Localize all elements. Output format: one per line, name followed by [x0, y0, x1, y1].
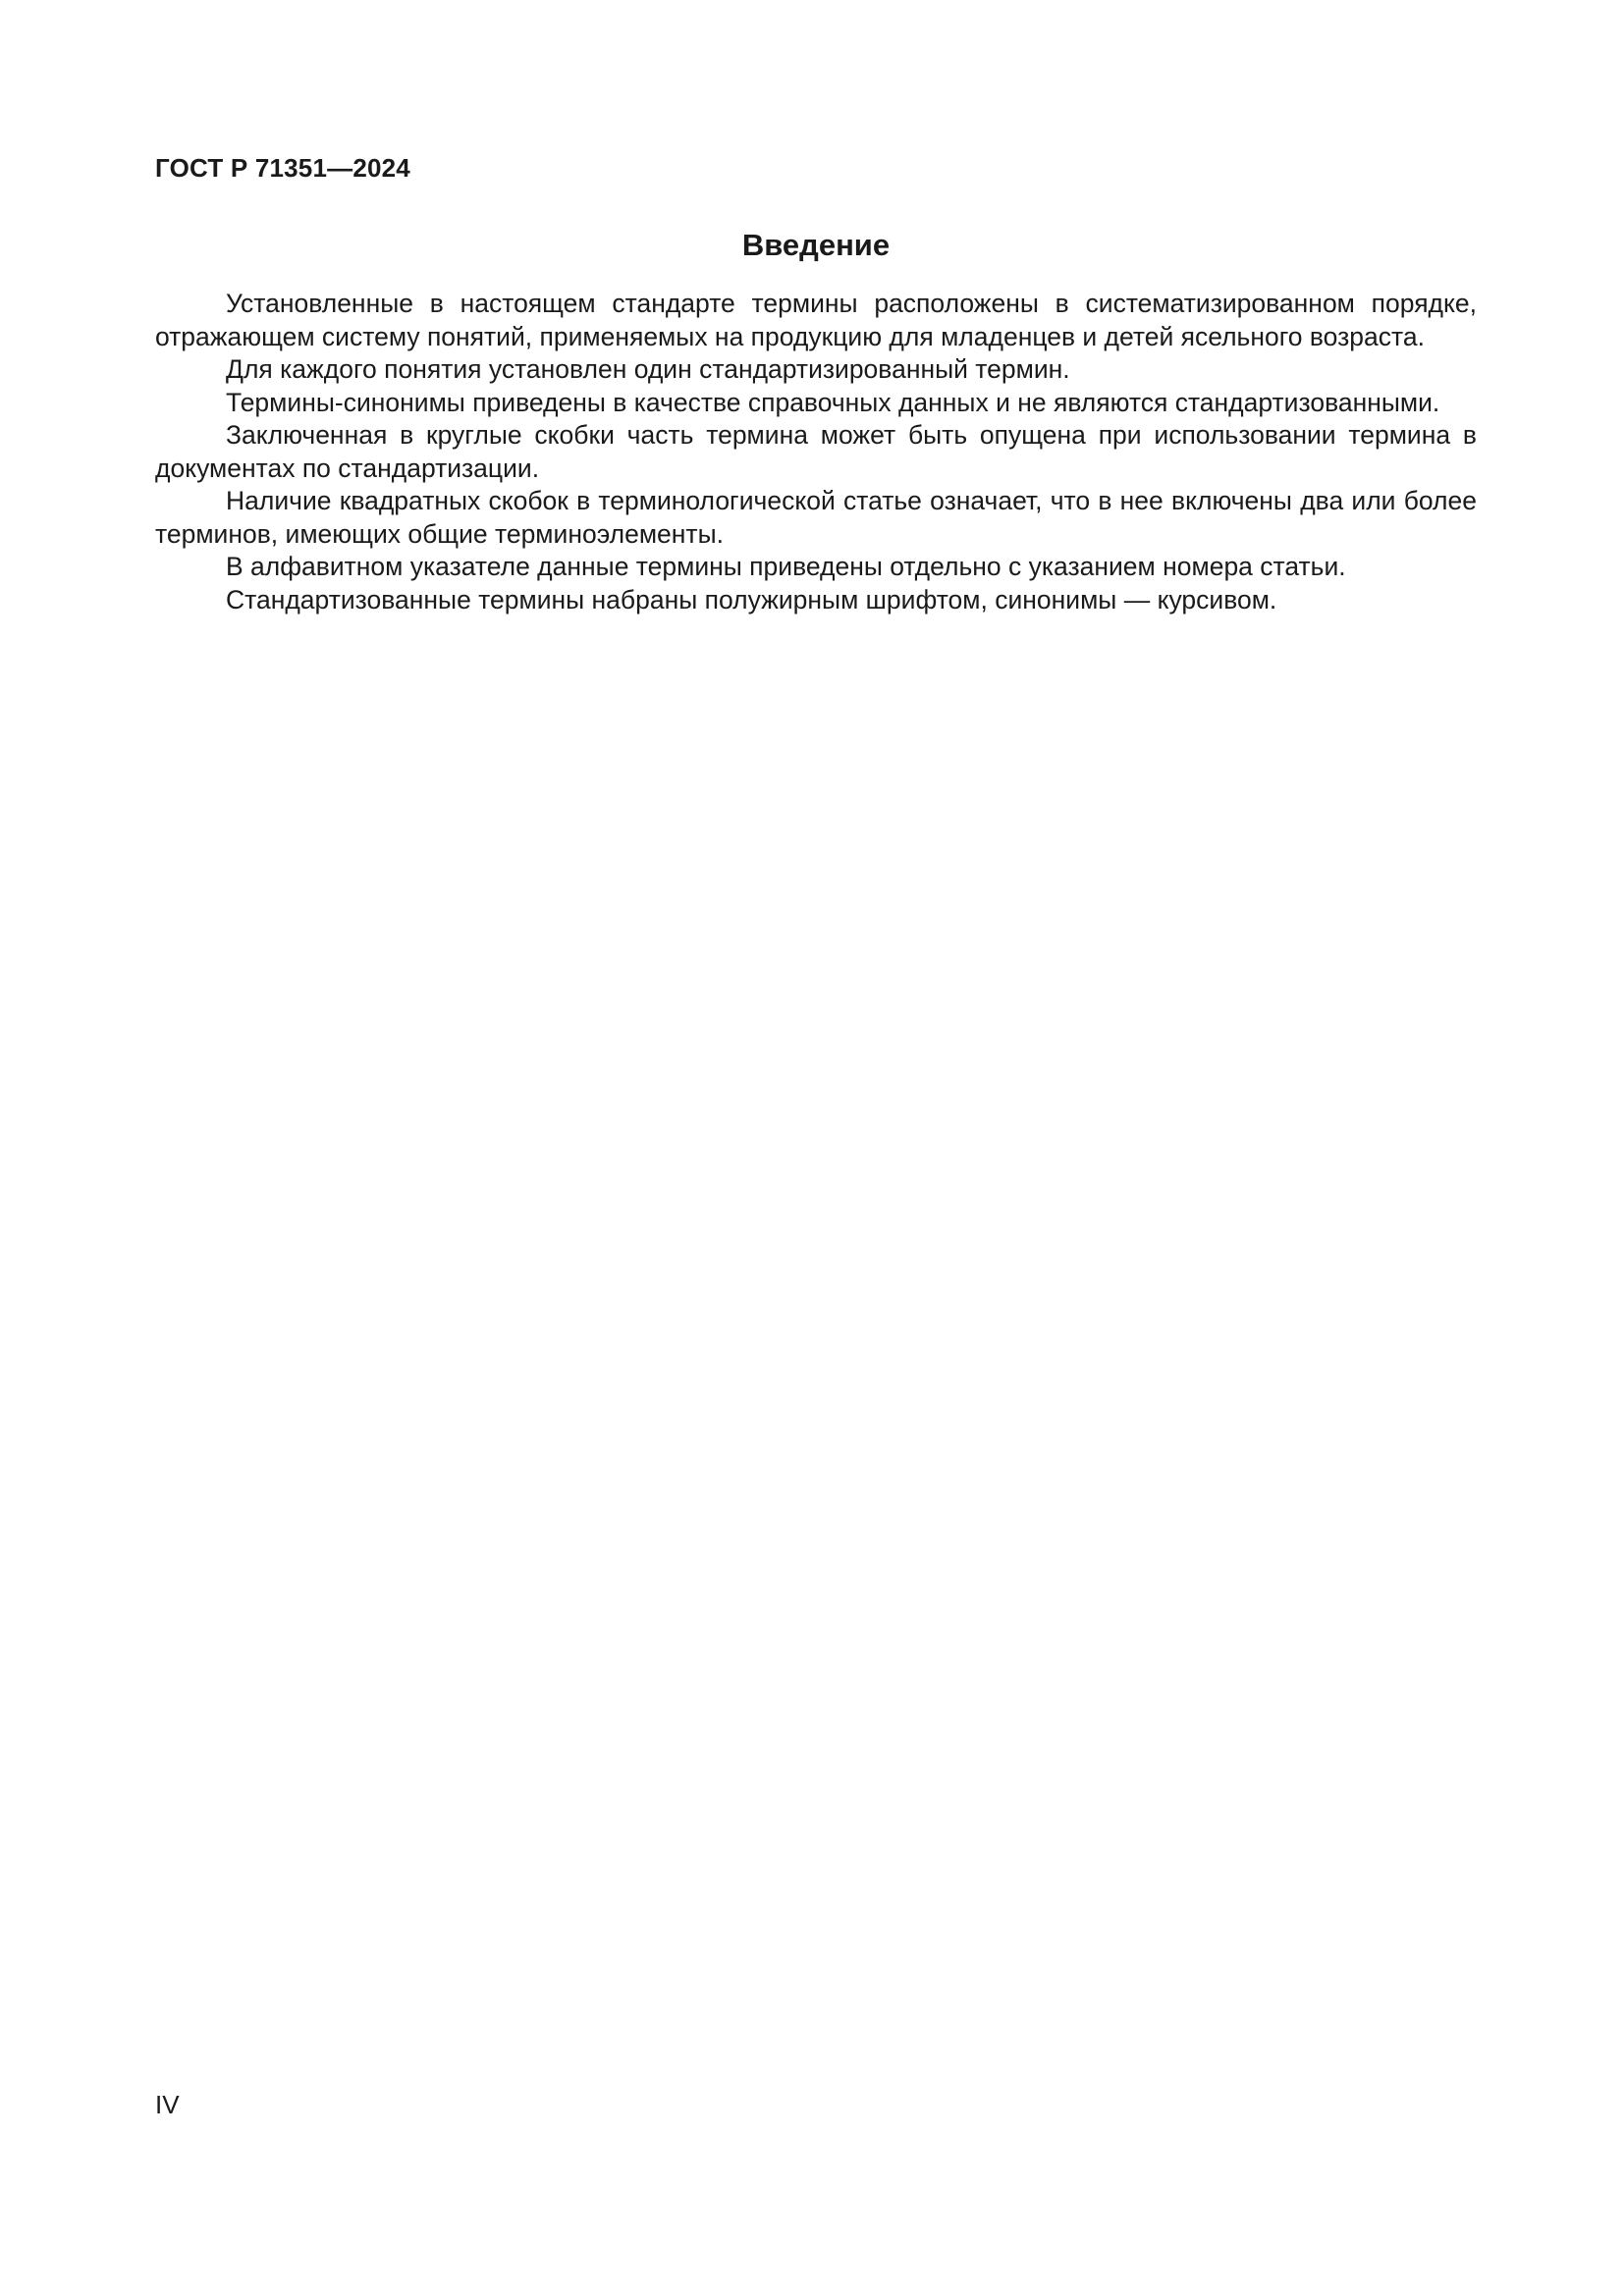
paragraph: Термины-синонимы приведены в качестве справочных данных и не являются стандартизованными.: [226, 387, 1440, 417]
paragraph: Стандартизованные термины набраны полужирным шрифтом, синонимы — курсивом.: [226, 584, 1277, 614]
standard-code-header: ГОСТ Р 71351—2024: [155, 153, 410, 183]
section-title: Введение: [741, 228, 891, 262]
introduction-body: [155, 288, 1477, 616]
paragraph: Наличие квадратных скобок в терминологической статье означает, что в нее включены два или более терминов, имеющих общие терминоэлементы.: [155, 486, 1477, 549]
paragraph: Для каждого понятия установлен один стандартизированный термин.: [226, 354, 1070, 384]
paragraph: Заключенная в круглые скобки часть термина может быть опущена при использовании термина в документах по стандартизации.: [155, 420, 1477, 483]
paragraph: Установленные в настоящем стандарте термины расположены в систематизированном порядке, отражающем систему понятий, применяемых на продукцию для младенцев и детей ясельного возраста.: [155, 289, 1477, 351]
paragraph: В алфавитном указателе данные термины приведены отдельно с указанием номера статьи.: [226, 552, 1346, 581]
page-number: IV: [155, 2090, 180, 2119]
